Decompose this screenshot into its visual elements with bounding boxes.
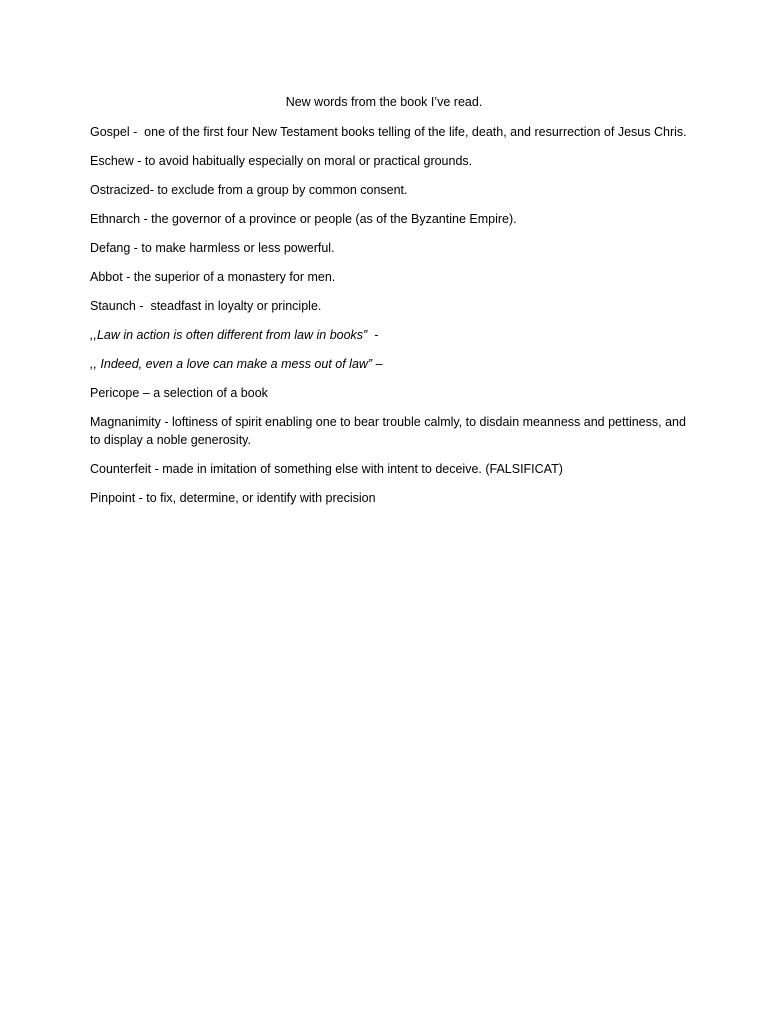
vocabulary-entry-abbot: Abbot - the superior of a monastery for men. <box>90 270 336 284</box>
vocabulary-entry-counterfeit: Counterfeit - made in imitation of something else with intent to deceive. (FALSIFICAT) <box>90 462 563 476</box>
vocabulary-entry-pinpoint: Pinpoint - to fix, determine, or identify with precision <box>90 491 376 505</box>
vocabulary-entry-gospel: Gospel - one of the first four New Testament books telling of the life, death, and resurrection of Jesus Chris. <box>90 125 687 139</box>
document-title: New words from the book I’ve read. <box>285 95 483 109</box>
vocabulary-entry-eschew: Eschew - to avoid habitually especially on moral or practical grounds. <box>90 154 473 168</box>
vocabulary-entry-defang: Defang - to make harmless or less powerful. <box>90 241 335 255</box>
vocabulary-list <box>90 123 690 518</box>
vocabulary-entry-ostracized: Ostracized- to exclude from a group by common consent. <box>90 183 408 197</box>
quote-love-and-law: ,, Indeed, even a love can make a mess out of law” – <box>90 357 383 371</box>
vocabulary-entry-magnanimity: Magnanimity - loftiness of spirit enabling one to bear trouble calmly, to disdain meanness and pettiness, and to display a noble generosity. <box>90 415 690 447</box>
vocabulary-entry-staunch: Staunch - steadfast in loyalty or principle. <box>90 299 322 313</box>
vocabulary-entry-ethnarch: Ethnarch - the governor of a province or people (as of the Byzantine Empire). <box>90 212 517 226</box>
quote-law-in-action: ,,Law in action is often different from law in books” - <box>90 328 379 342</box>
vocabulary-entry-pericope: Pericope – a selection of a book <box>90 386 268 400</box>
